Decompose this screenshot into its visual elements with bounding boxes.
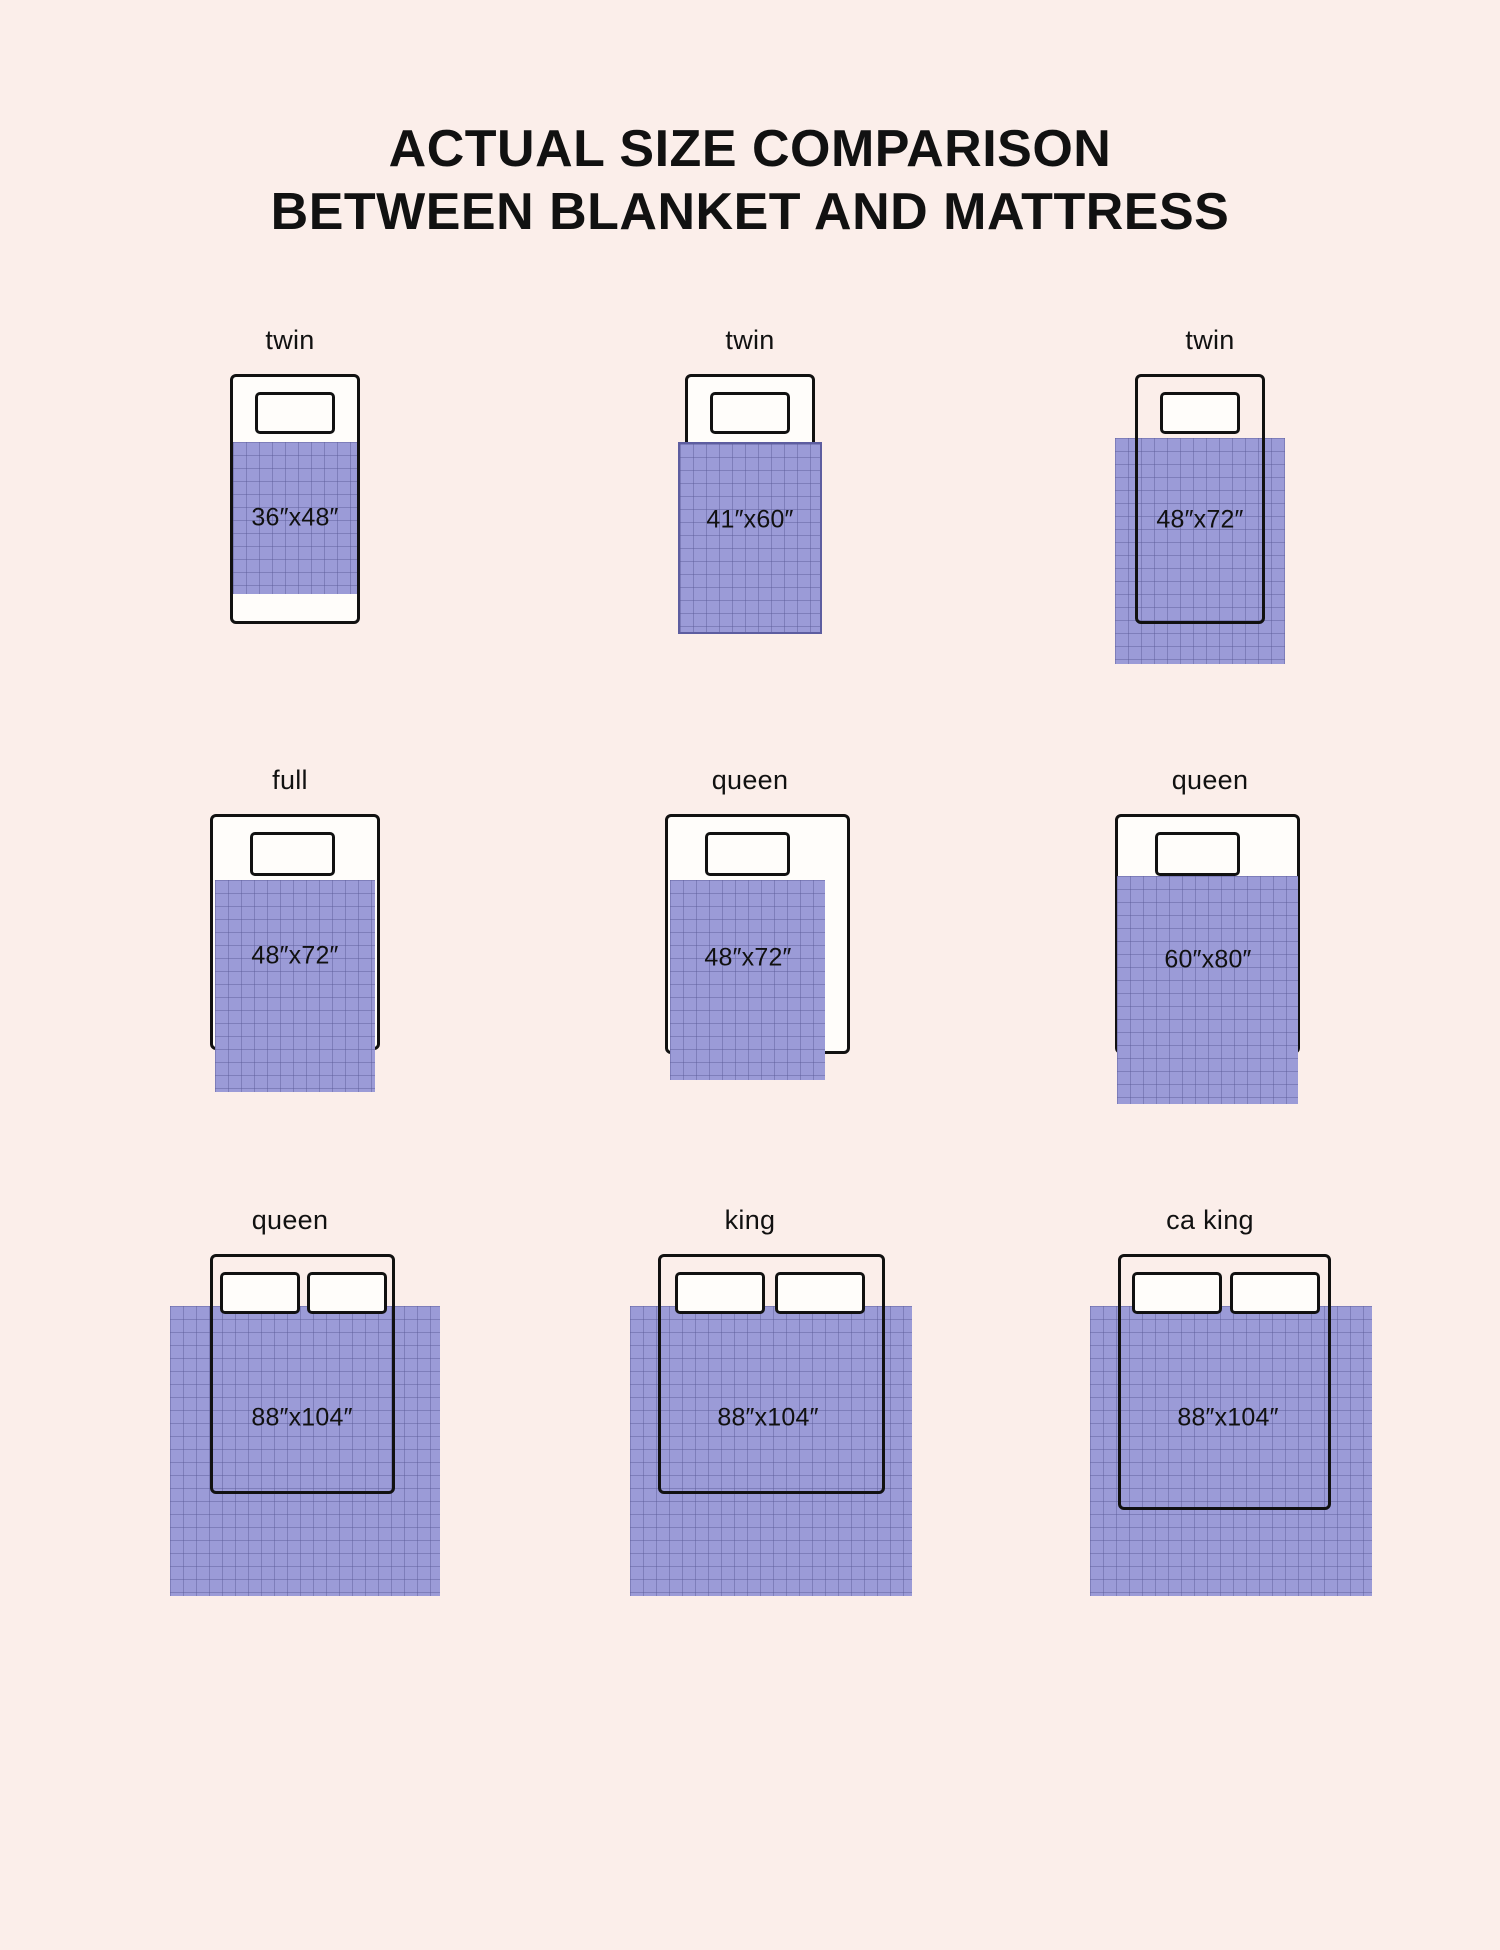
bed-diagram xyxy=(990,1250,1430,1645)
bed-size-label: king xyxy=(724,1204,776,1235)
pillow-icon-right xyxy=(307,1272,387,1314)
comparison-cell xyxy=(980,765,1440,1205)
blanket-area xyxy=(1117,876,1298,1104)
bed-size-label: twin xyxy=(265,324,315,355)
blanket-dimension-label: 88″x104″ xyxy=(717,1403,819,1432)
bed-size-label: ca king xyxy=(1166,1204,1254,1235)
blanket-dimension-label: 48″x72″ xyxy=(251,941,339,970)
blanket-dimension-label: 41″x60″ xyxy=(706,505,794,534)
comparison-cell xyxy=(520,325,980,765)
bed-diagram xyxy=(530,1250,970,1645)
bed-size-label: full xyxy=(272,764,308,795)
comparison-cell xyxy=(520,765,980,1205)
bed-size-label: twin xyxy=(1185,324,1235,355)
blanket-area xyxy=(215,880,375,1092)
blanket-dimension-label: 48″x72″ xyxy=(704,943,792,972)
blanket-dimension-label: 88″x104″ xyxy=(1177,1403,1279,1432)
blanket-dimension-label: 60″x80″ xyxy=(1164,945,1252,974)
bed-diagram xyxy=(990,810,1430,1205)
comparison-cell xyxy=(60,1205,520,1645)
bed-size-label: queen xyxy=(251,1204,329,1235)
comparison-cell xyxy=(980,325,1440,765)
blanket-dimension-label: 88″x104″ xyxy=(251,1403,353,1432)
bed-size-label: queen xyxy=(711,764,789,795)
pillow-icon-left xyxy=(220,1272,300,1314)
title-line-1: ACTUAL SIZE COMPARISON xyxy=(388,120,1112,178)
blanket-dimension-label: 36″x48″ xyxy=(251,503,339,532)
pillow-icon xyxy=(710,392,790,434)
bed-size-label: queen xyxy=(1171,764,1249,795)
blanket-dimension-label: 48″x72″ xyxy=(1156,505,1244,534)
comparison-cell xyxy=(520,1205,980,1645)
pillow-icon xyxy=(1160,392,1240,434)
comparison-grid xyxy=(0,325,1500,1645)
pillow-icon xyxy=(255,392,335,434)
pillow-icon-right xyxy=(775,1272,865,1314)
comparison-cell xyxy=(60,765,520,1205)
comparison-cell xyxy=(60,325,520,765)
page-title xyxy=(0,0,1500,245)
blanket-area xyxy=(678,442,822,634)
bed-diagram xyxy=(70,370,510,765)
comparison-cell xyxy=(980,1205,1440,1645)
pillow-icon-left xyxy=(1132,1272,1222,1314)
pillow-icon-left xyxy=(675,1272,765,1314)
pillow-icon xyxy=(1155,832,1240,876)
pillow-icon-right xyxy=(1230,1272,1320,1314)
pillow-icon xyxy=(250,832,335,876)
bed-diagram xyxy=(530,810,970,1205)
bed-diagram xyxy=(530,370,970,765)
pillow-icon xyxy=(705,832,790,876)
title-line-2: BETWEEN BLANKET AND MATTRESS xyxy=(270,183,1230,242)
bed-diagram xyxy=(70,810,510,1205)
blanket-area xyxy=(670,880,825,1080)
bed-size-label: twin xyxy=(725,324,775,355)
bed-diagram xyxy=(990,370,1430,765)
bed-diagram xyxy=(70,1250,510,1645)
